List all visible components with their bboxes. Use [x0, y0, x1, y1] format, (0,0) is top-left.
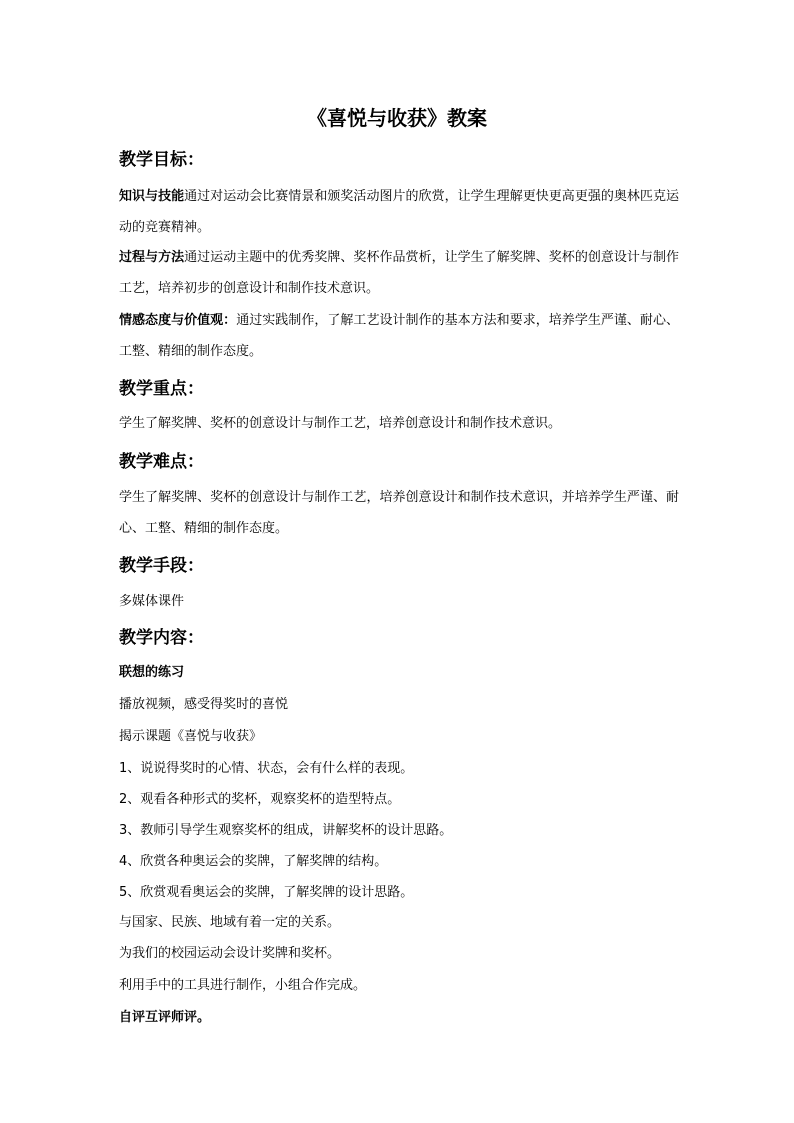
content-subheading: 联想的练习	[119, 665, 185, 680]
difficulties-heading: 教学难点：	[119, 452, 204, 472]
objective-attitude-values	[119, 305, 679, 367]
objective-process-methods	[119, 242, 679, 304]
key-points-text: 学生了解奖牌、奖杯的创意设计与制作工艺，培养创意设计和制作技术意识。	[119, 416, 562, 431]
content-line: 5、欣赏观看奥运会的奖牌，了解奖牌的设计思路。	[119, 885, 414, 900]
difficulties-text: 学生了解奖牌、奖杯的创意设计与制作工艺，培养创意设计和制作技术意识，并培养学生严谨、耐心、工整、精细的制作态度。	[119, 490, 679, 536]
objective-label: 情感态度与价值观：	[119, 313, 237, 328]
objective-label: 知识与技能	[119, 189, 185, 204]
objective-text: 通过对运动会比赛情景和颁奖活动图片的欣赏，让学生理解更快更高更强的奥林匹克运动的竞赛精神。	[119, 189, 679, 235]
objective-text: 通过运动主题中的优秀奖牌、奖杯作品赏析，让学生了解奖牌、奖杯的创意设计与制作工艺，培养初步的创意设计和制作技术意识。	[119, 250, 679, 296]
content-closing: 自评互评师评。	[119, 1010, 211, 1025]
content-line: 1、说说得奖时的心情、状态，会有什么样的表现。	[119, 761, 414, 776]
content-line: 3、教师引导学生观察奖杯的组成，讲解奖杯的设计思路。	[119, 823, 453, 838]
key-points-heading: 教学重点：	[119, 379, 204, 399]
objective-text: 通过实践制作，了解工艺设计制作的基本方法和要求，培养学生严谨、耐心、工整、精细的制作态度。	[119, 313, 679, 359]
objective-label: 过程与方法	[119, 250, 185, 265]
means-heading: 教学手段：	[119, 556, 204, 576]
content-line: 为我们的校园运动会设计奖牌和奖杯。	[119, 946, 341, 961]
means-text: 多媒体课件	[119, 594, 185, 609]
content-line: 与国家、民族、地域有着一定的关系。	[119, 915, 341, 930]
content-line: 揭示课题《喜悦与收获》	[119, 729, 263, 744]
content-line: 利用手中的工具进行制作，小组合作完成。	[119, 978, 367, 993]
objective-knowledge-skills	[119, 181, 679, 243]
document-title: 《喜悦与收获》教案	[307, 106, 487, 130]
content-line: 播放视频，感受得奖时的喜悦	[119, 697, 289, 712]
content-line: 2、观看各种形式的奖杯，观察奖杯的造型特点。	[119, 792, 401, 807]
content-heading: 教学内容：	[119, 628, 204, 648]
objectives-heading: 教学目标：	[119, 150, 204, 170]
content-line: 4、欣赏各种奥运会的奖牌，了解奖牌的结构。	[119, 854, 388, 869]
